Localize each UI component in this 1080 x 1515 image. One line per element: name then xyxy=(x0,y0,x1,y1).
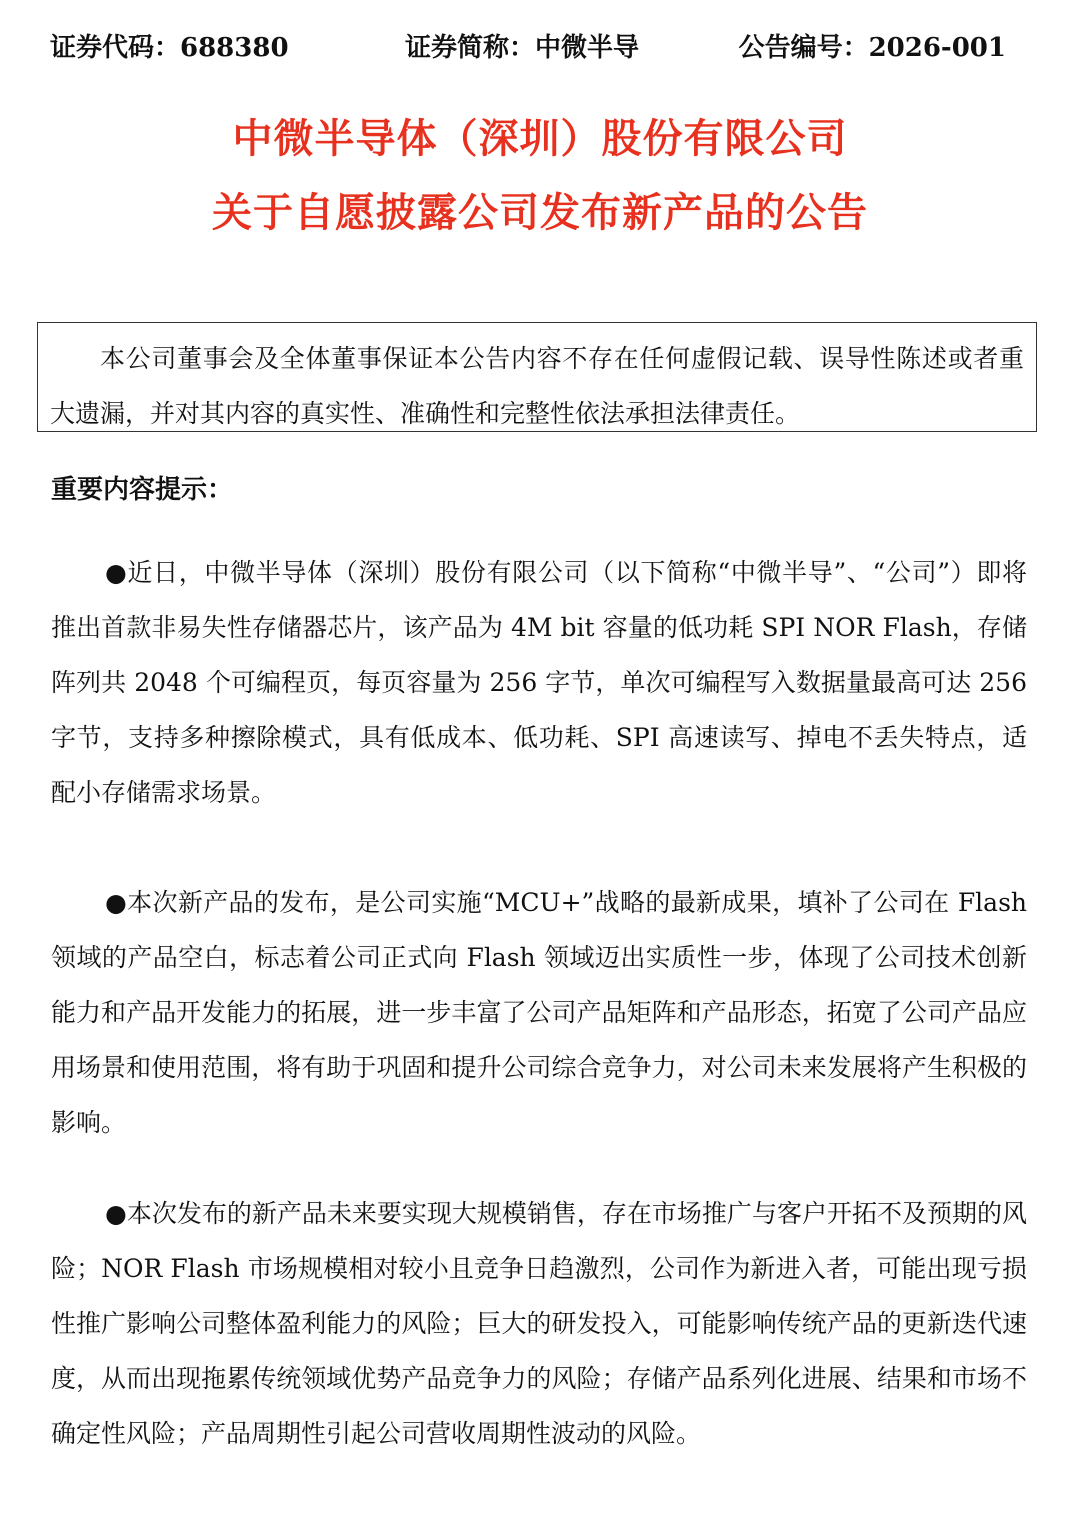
paragraph-product-intro: ●近日，中微半导体（深圳）股份有限公司（以下简称“中微半导”、“公司”）即将推出首款非易失性存储器芯片，该产品为 4M bit 容量的低功耗 SPI NOR Flash，存储阵列共 2048 个可编程页，每页容量为 256 字节，单次可编程写入数据量最高可达 256 字节，支持多种擦除模式，具有低成本、低功耗、SPI 高速读写、掉电不丢失特点，适配小存储需求场景。 xyxy=(51,558,1027,807)
security-code: 证券代码：688380 xyxy=(50,33,289,63)
announcement-number: 公告编号：2026-001 xyxy=(738,33,1006,63)
important-content-heading: 重要内容提示： xyxy=(51,475,234,505)
title-company: 中微半导体（深圳）股份有限公司 xyxy=(232,116,848,162)
security-short-name: 证券简称：中微半导 xyxy=(405,33,640,63)
title-announcement: 关于自愿披露公司发布新产品的公告 xyxy=(212,190,868,236)
document-header xyxy=(50,28,1030,68)
paragraph-strategy-impact: ●本次新产品的发布，是公司实施“MCU+”战略的最新成果，填补了公司在 Flash 领域的产品空白，标志着公司正式向 Flash 领域迈出实质性一步，体现了公司技术创新能力和产品开发能力的拓展，进一步丰富了公司产品矩阵和产品形态，拓宽了公司产品应用场景和使用范围，将有助于巩固和提升公司综合竞争力，对公司未来发展将产生积极的影响。 xyxy=(51,888,1027,1137)
paragraph-risk-warning: ●本次发布的新产品未来要实现大规模销售，存在市场推广与客户开拓不及预期的风险；NOR Flash 市场规模相对较小且竞争日趋激烈，公司作为新进入者，可能出现亏损性推广影响公司整体盈利能力的风险；巨大的研发投入，可能影响传统产品的更新迭代速度，从而出现拖累传统领域优势产品竞争力的风险；存储产品系列化进展、结果和市场不确定性风险；产品周期性引起公司营收周期性波动的风险。 xyxy=(51,1199,1027,1448)
board-guarantee-notice: 本公司董事会及全体董事保证本公告内容不存在任何虚假记载、误导性陈述或者重大遗漏，并对其内容的真实性、准确性和完整性依法承担法律责任。 xyxy=(37,322,1037,432)
